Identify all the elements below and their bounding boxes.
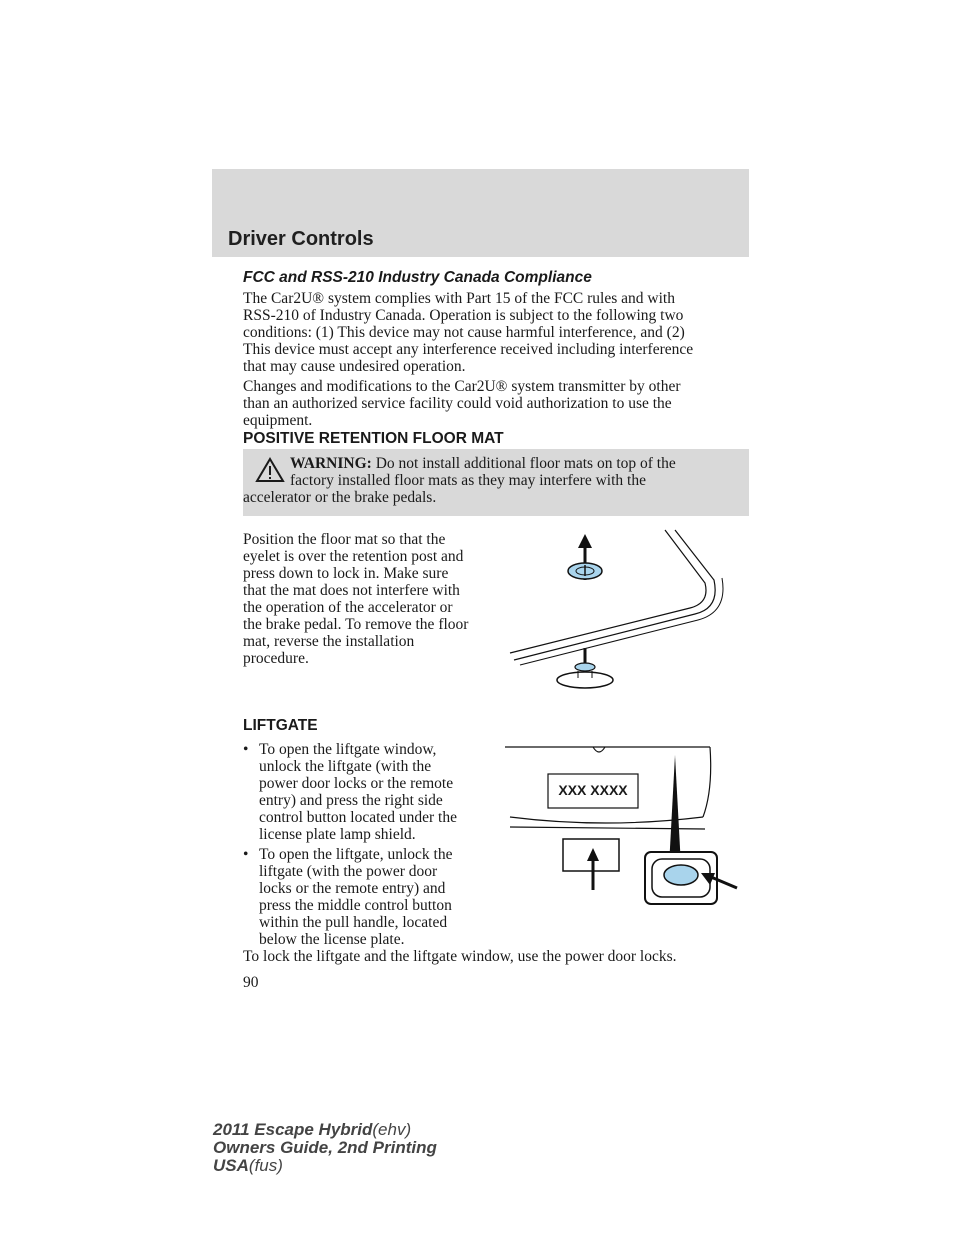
- footer-model: 2011 Escape Hybrid: [213, 1120, 373, 1139]
- text-line: liftgate (with the power door: [259, 863, 438, 880]
- fcc-heading: FCC and RSS-210 Industry Canada Compliance: [243, 269, 592, 286]
- text-line: The Car2U® system complies with Part 15 of the FCC rules and with: [243, 290, 675, 307]
- text-line: RSS-210 of Industry Canada. Operation is subject to the following two: [243, 307, 684, 324]
- text-line: license plate lamp shield.: [259, 826, 416, 843]
- text-line: conditions: (1) This device may not cause harmful interference, and (2): [243, 324, 685, 341]
- text-line: To open the liftgate window,: [259, 741, 437, 758]
- text-line: press down to lock in. Make sure: [243, 565, 449, 582]
- license-plate-text: XXX XXXX: [558, 782, 628, 798]
- footer-region-code: (fus): [248, 1156, 283, 1175]
- text-line: below the license plate.: [259, 931, 405, 948]
- warning-line-3: accelerator or the brake pedals.: [243, 489, 437, 506]
- text-line: that may cause undesired operation.: [243, 358, 466, 375]
- liftgate-controls-illustration: [505, 745, 750, 915]
- text-line: the brake pedal. To remove the floor: [243, 616, 469, 633]
- warning-line-1: [243, 455, 743, 472]
- text-line: within the pull handle, located: [259, 914, 448, 931]
- text-line: control button located under the: [259, 809, 457, 826]
- text-line: Changes and modifications to the Car2U® system transmitter by other: [243, 378, 681, 395]
- text-line: than an authorized service facility could void authorization to use the: [243, 395, 672, 412]
- footer-line-3: [213, 1157, 437, 1175]
- warning-box: [243, 449, 749, 516]
- footer-line-2: Owners Guide, 2nd Printing: [213, 1138, 437, 1157]
- text-line: mat, reverse the installation: [243, 633, 415, 650]
- text-line: To open the liftgate, unlock the: [259, 846, 453, 863]
- liftgate-heading: LIFTGATE: [243, 717, 318, 734]
- text-line: locks or the remote entry) and: [259, 880, 446, 897]
- warning-line-2: factory installed floor mats as they may interfere with the: [290, 472, 646, 489]
- warning-text: [243, 455, 743, 506]
- warning-label: WARNING:: [290, 455, 372, 472]
- text-line: entry) and press the right side: [259, 792, 443, 809]
- bullet-text: [259, 846, 494, 948]
- text-line: the operation of the accelerator or: [243, 599, 453, 616]
- warning-line-1-text: Do not install additional floor mats on top of the: [375, 455, 676, 472]
- text-line: eyelet is over the retention post and: [243, 548, 464, 565]
- footer-region: USA: [213, 1156, 249, 1175]
- text-line: press the middle control button: [259, 897, 452, 914]
- footer-line-1: [213, 1121, 437, 1139]
- text-line: power door locks or the remote: [259, 775, 454, 792]
- text-line: equipment.: [243, 412, 313, 429]
- section-title: Driver Controls: [228, 228, 374, 250]
- text-line: unlock the liftgate (with the: [259, 758, 432, 775]
- document-footer: [213, 1121, 437, 1175]
- footer-model-code: (ehv): [372, 1120, 412, 1139]
- text-line: procedure.: [243, 650, 309, 667]
- bullet-text: [259, 741, 494, 843]
- floor-mat-heading: POSITIVE RETENTION FLOOR MAT: [243, 430, 504, 447]
- page-number: 90: [243, 974, 259, 991]
- floor-mat-retention-illustration: [500, 528, 750, 693]
- liftgate-closing-text: To lock the liftgate and the liftgate window, use the power door locks.: [243, 948, 677, 965]
- bullet-icon: •: [243, 846, 249, 863]
- text-line: that the mat does not interfere with: [243, 582, 460, 599]
- text-line: This device must accept any interference received including interference: [243, 341, 694, 358]
- bullet-icon: •: [243, 741, 249, 758]
- text-line: Position the floor mat so that the: [243, 531, 446, 548]
